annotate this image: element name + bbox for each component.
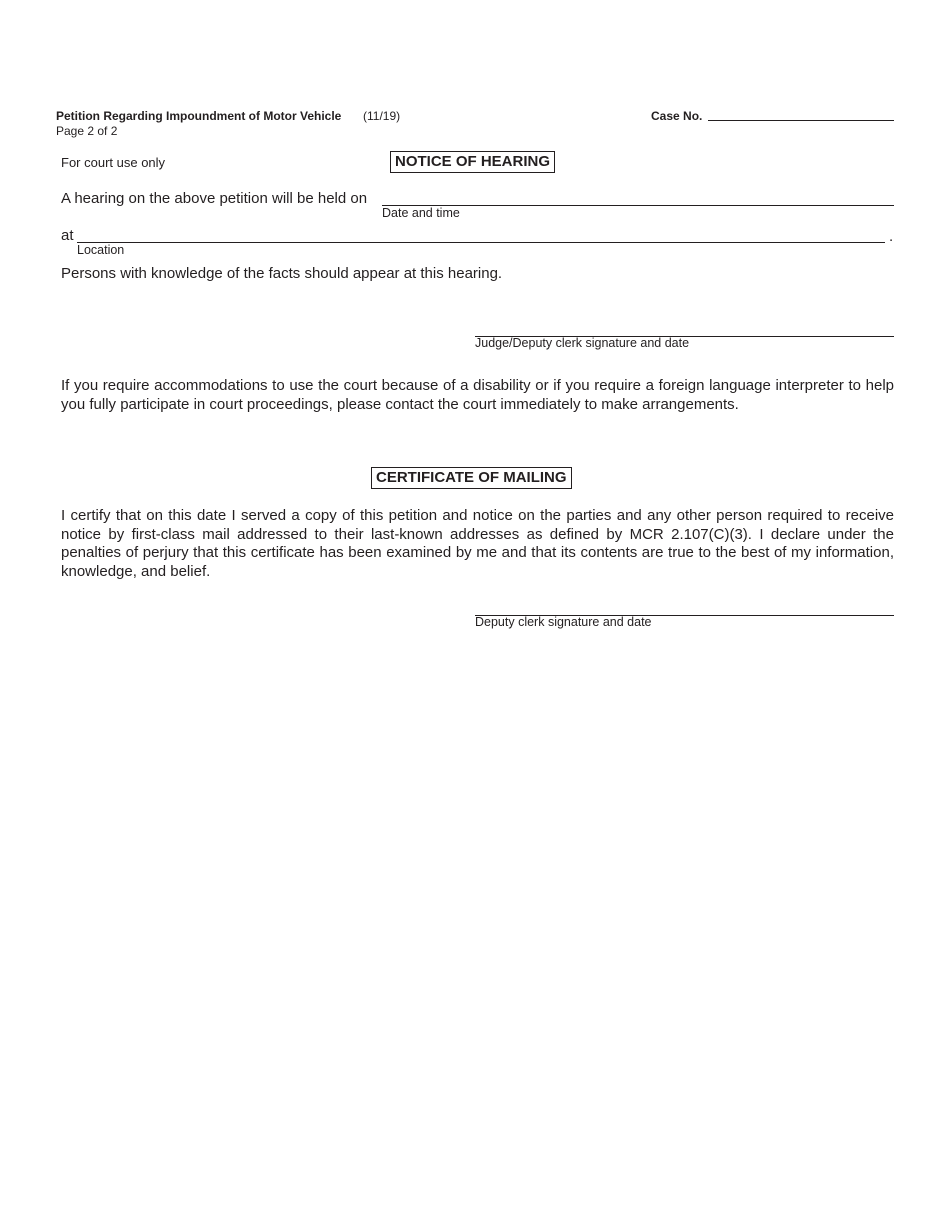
form-title: Petition Regarding Impoundment of Motor Vehicle [56, 109, 342, 123]
location-caption: Location [77, 243, 125, 257]
page-number: Page 2 of 2 [56, 124, 118, 138]
date-time-caption: Date and time [382, 206, 460, 220]
persons-statement: Persons with knowledge of the facts should appear at this hearing. [61, 265, 503, 282]
hearing-statement: A hearing on the above petition will be held on [61, 190, 368, 207]
certificate-statement: I certify that on this date I served a copy of this petition and notice on the parties and any other person required to receive notice by first-class mail addressed to their last-known addresses as defined by MCR 2.107(C)(3). I declare under the penalties of perjury that this certificate has been examined by me and that its contents are true to the best of my information, knowledge, and belief. [61, 507, 894, 580]
deputy-signature-caption: Deputy clerk signature and date [475, 615, 652, 629]
accommodations-notice: If you require accommodations to use the court because of a disability or if you require a foreign language interpreter to help you fully participate in court proceedings, please contact the court immediately to make arrangements. [61, 377, 894, 413]
notice-of-hearing-heading: NOTICE OF HEARING [390, 151, 555, 173]
case-number-field[interactable] [708, 120, 894, 121]
judge-signature-caption: Judge/Deputy clerk signature and date [475, 336, 690, 350]
form-revision: (11/19) [363, 109, 401, 123]
certificate-of-mailing-heading: CERTIFICATE OF MAILING [371, 467, 572, 489]
case-number-label: Case No. [651, 109, 703, 123]
court-use-label: For court use only [61, 155, 166, 170]
hearing-location-field[interactable] [77, 242, 885, 243]
location-period: . [889, 228, 894, 245]
at-label: at [61, 227, 74, 244]
